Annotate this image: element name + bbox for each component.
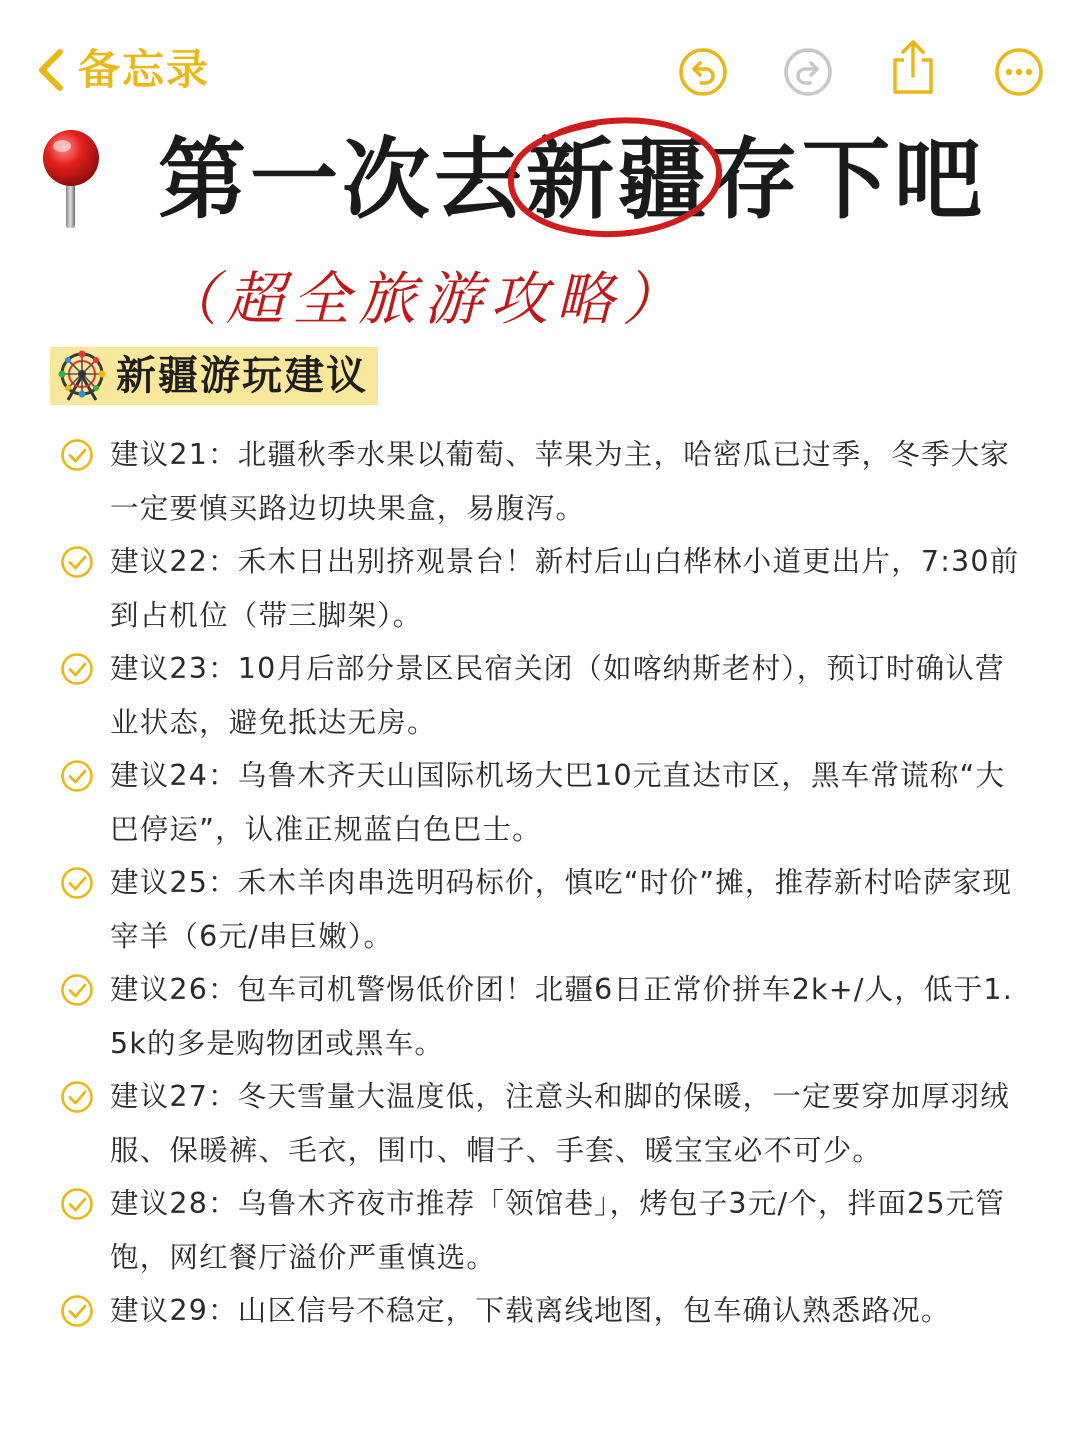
list-item-text: 建议22：禾木日出别挤观景台！新村后山白桦林小道更出片，7:30前到占机位（带三脚架）。 <box>110 545 1020 632</box>
share-icon <box>887 38 939 98</box>
checkmark-circle-icon[interactable] <box>60 652 94 686</box>
redo-button[interactable] <box>782 46 834 98</box>
suggestion-list <box>60 428 1030 1344</box>
round-pushpin-icon <box>36 128 106 233</box>
list-item <box>60 1284 1030 1344</box>
list-item-text: 建议23：10月后部分景区民宿关闭（如喀纳斯老村），预订时确认营业状态，避免抵达无房。 <box>110 652 1005 739</box>
checkmark-circle-icon[interactable] <box>60 1080 94 1114</box>
list-item-text: 建议29：山区信号不稳定，下载离线地图，包车确认熟悉路况。 <box>110 1294 951 1327</box>
more-icon <box>993 46 1045 98</box>
list-item-text: 建议27：冬天雪量大温度低，注意头和脚的保暖，一定要穿加厚羽绒服、保暖裤、毛衣，围巾、帽子、手套、暖宝宝必不可少。 <box>110 1080 1010 1167</box>
list-item <box>60 1070 1030 1177</box>
undo-button[interactable] <box>677 46 729 98</box>
title-row <box>30 128 1050 238</box>
redo-icon <box>782 46 834 98</box>
section-header <box>50 347 378 405</box>
list-item <box>60 535 1030 642</box>
checkmark-circle-icon[interactable] <box>60 866 94 900</box>
list-item <box>60 963 1030 1070</box>
share-button[interactable] <box>887 38 939 98</box>
section-title: 新疆游玩建议 <box>116 353 368 399</box>
undo-icon <box>677 46 729 98</box>
list-item <box>60 642 1030 749</box>
checkmark-circle-icon[interactable] <box>60 759 94 793</box>
list-item <box>60 1177 1030 1284</box>
top-bar <box>0 0 1080 120</box>
back-button[interactable] <box>30 42 210 98</box>
list-item-text: 建议26：包车司机警惕低价团！北疆6日正常价拼车2k+/人，低于1.5k的多是购物团或黑车。 <box>110 973 1014 1060</box>
list-item <box>60 749 1030 856</box>
checkmark-circle-icon[interactable] <box>60 973 94 1007</box>
page-title: 第一次去新疆存下吧 <box>158 128 987 231</box>
checkmark-circle-icon[interactable] <box>60 1187 94 1221</box>
checkmark-circle-icon[interactable] <box>60 1294 94 1328</box>
list-item-text: 建议28：乌鲁木齐夜市推荐「领馆巷」，烤包子3元/个，拌面25元管饱，网红餐厅溢价严重慎选。 <box>110 1187 1006 1274</box>
checkmark-circle-icon[interactable] <box>60 545 94 579</box>
list-item-text: 建议21：北疆秋季水果以葡萄、苹果为主，哈密瓜已过季，冬季大家一定要慎买路边切块果盒，易腹泻。 <box>110 438 1010 525</box>
list-item <box>60 428 1030 535</box>
list-item <box>60 856 1030 963</box>
back-label: 备忘录 <box>78 45 211 94</box>
chevron-left-icon <box>30 42 70 98</box>
subtitle: （超全旅游攻略） <box>160 265 689 333</box>
ferris-wheel-icon <box>56 350 108 402</box>
more-button[interactable] <box>993 46 1045 98</box>
checkmark-circle-icon[interactable] <box>60 438 94 472</box>
list-item-text: 建议25：禾木羊肉串选明码标价，慎吃“时价”摊，推荐新村哈萨家现宰羊（6元/串巨嫩）。 <box>110 866 1013 953</box>
list-item-text: 建议24：乌鲁木齐天山国际机场大巴10元直达市区，黑车常谎称“大巴停运”，认准正规蓝白色巴士。 <box>110 759 1006 846</box>
